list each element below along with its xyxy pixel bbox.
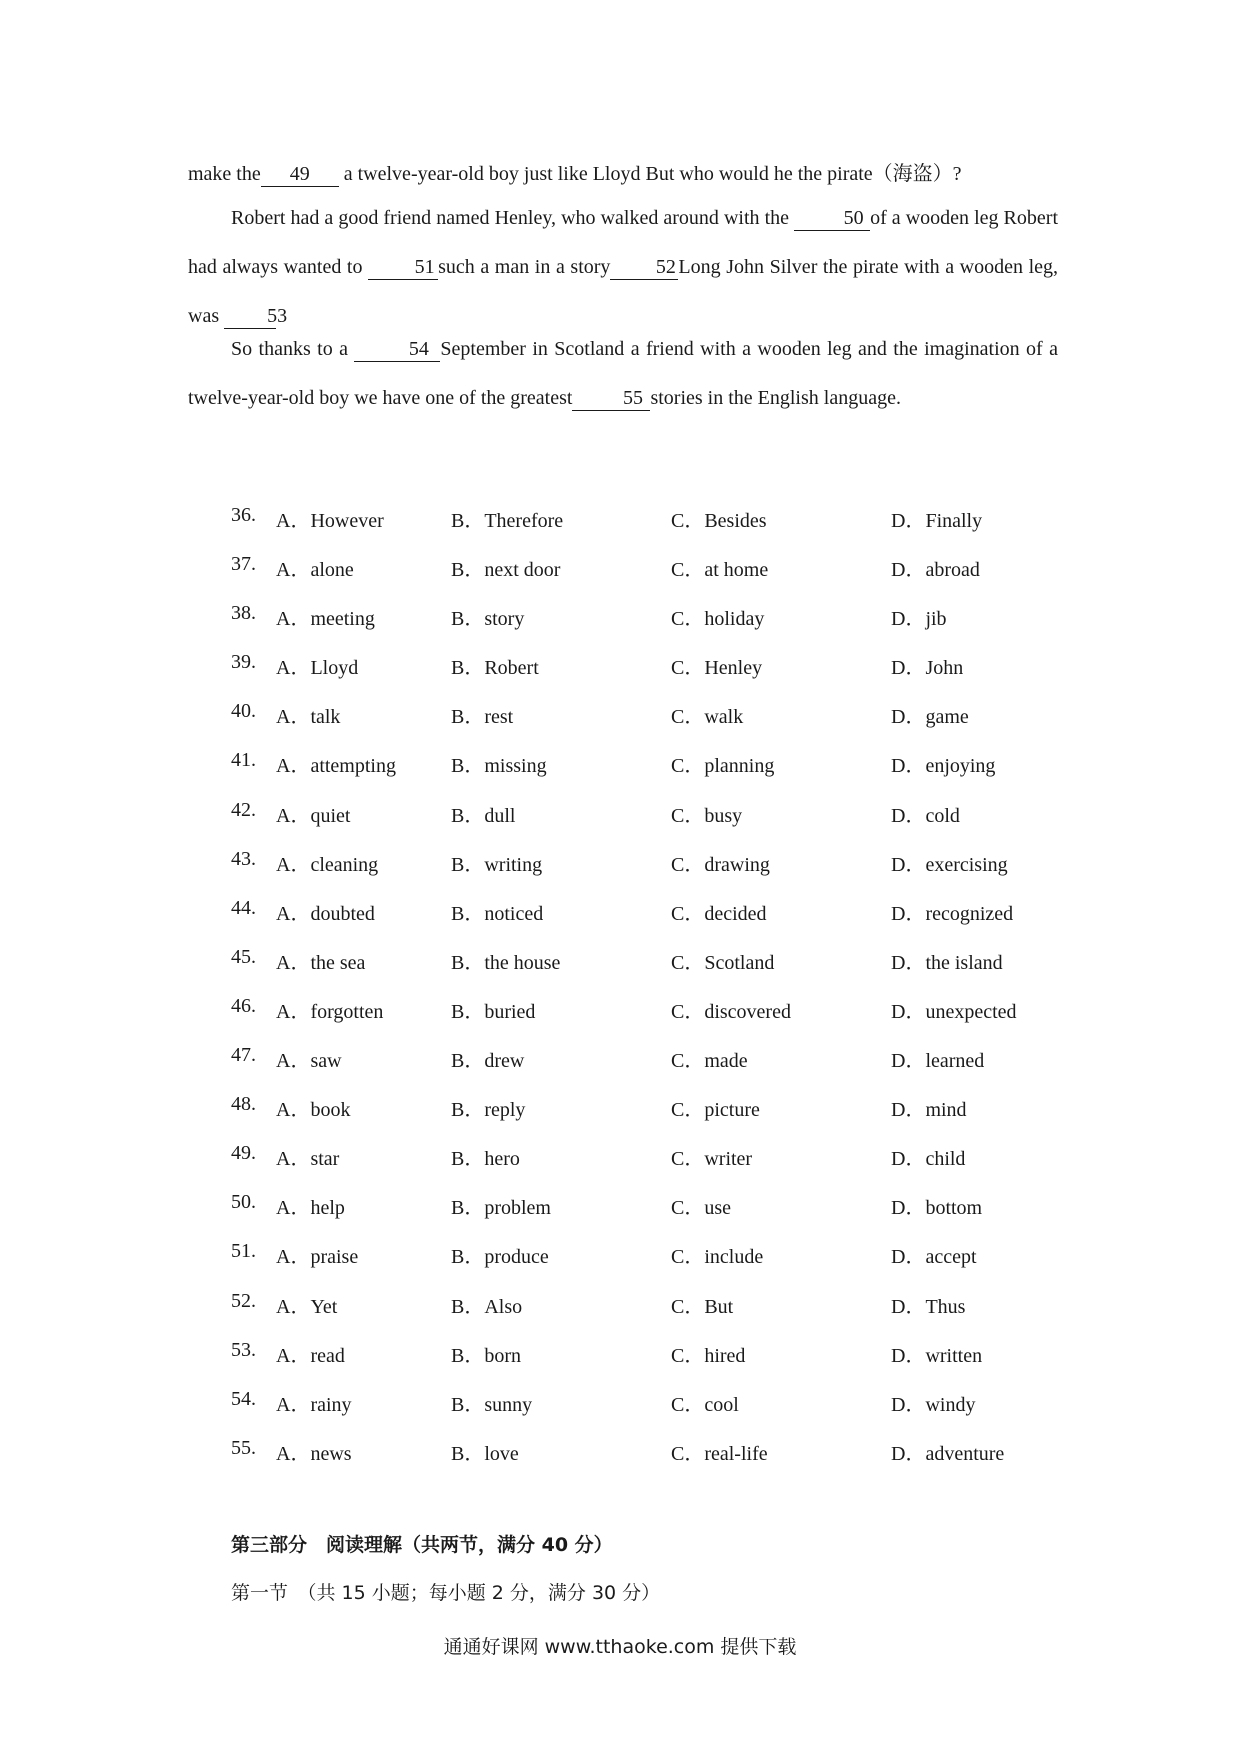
passage-paragraph-3 — [188, 325, 1058, 423]
option-c: C．cool — [671, 1393, 739, 1416]
question-row — [231, 1132, 1061, 1181]
option-b: B．hero — [451, 1148, 520, 1171]
option-c: C．writer — [671, 1148, 753, 1171]
option-b: B．love — [451, 1442, 519, 1465]
question-number: 44. — [231, 896, 256, 919]
option-d: D．the island — [891, 951, 1003, 974]
passage-text: such a man in a story — [438, 256, 611, 279]
question-row — [231, 1280, 1061, 1329]
question-number: 37. — [231, 553, 256, 576]
question-number: 39. — [231, 651, 256, 674]
option-a: A．cleaning — [276, 853, 379, 876]
option-b: B．noticed — [451, 902, 544, 925]
option-d: D．written — [891, 1344, 983, 1367]
section-subtitle: 第一节 （共 15 小题；每小题 2 分，满分 30 分） — [231, 1582, 661, 1604]
option-c: C．hired — [671, 1344, 746, 1367]
option-a: A．However — [276, 510, 384, 532]
option-b: B．Therefore — [451, 510, 564, 532]
question-number: 54. — [231, 1387, 256, 1410]
question-number: 42. — [231, 798, 256, 821]
option-d: D．jib — [891, 608, 947, 631]
question-number: 38. — [231, 602, 256, 625]
question-number: 52. — [231, 1289, 256, 1312]
passage-text: September in Scotland a friend with a wooden leg and the imagination of a twelve-year-old boy we have one of the greatest — [188, 338, 1058, 410]
option-d: D．recognized — [891, 902, 1014, 925]
option-a: A．talk — [276, 706, 341, 729]
question-row — [231, 887, 1061, 936]
option-a: A．news — [276, 1442, 352, 1465]
option-d: D．accept — [891, 1246, 977, 1269]
option-d: D．exercising — [891, 853, 1008, 876]
blank-49: 49 — [261, 162, 339, 187]
section-title: 第三部分 阅读理解（共两节，满分 40 分） — [231, 1534, 613, 1556]
option-c: C．real-life — [671, 1442, 768, 1465]
option-a: A．quiet — [276, 804, 351, 827]
question-row — [231, 739, 1061, 788]
option-a: A．praise — [276, 1246, 359, 1269]
option-b: B．missing — [451, 755, 547, 778]
blank-55: 55 — [572, 386, 650, 411]
option-b: B．problem — [451, 1197, 551, 1220]
question-number: 43. — [231, 847, 256, 870]
passage-line-1 — [188, 150, 1058, 199]
option-d: D．Finally — [891, 510, 983, 532]
question-number: 36. — [231, 504, 256, 526]
option-c: C．busy — [671, 804, 743, 827]
option-b: B．Also — [451, 1295, 523, 1318]
question-row — [231, 1329, 1061, 1378]
question-row — [231, 985, 1061, 1034]
question-row — [231, 690, 1061, 739]
option-d: D．bottom — [891, 1197, 983, 1220]
blank-50: 50 — [794, 206, 870, 231]
option-b: B．Robert — [451, 657, 539, 680]
option-d: D．mind — [891, 1099, 967, 1122]
question-number: 47. — [231, 1044, 256, 1067]
option-c: C．walk — [671, 706, 744, 729]
question-row — [231, 641, 1061, 690]
option-c: C．Besides — [671, 510, 767, 532]
option-d: D．unexpected — [891, 1000, 1017, 1023]
blank-51: 51 — [368, 255, 438, 280]
option-d: D．cold — [891, 804, 960, 827]
option-a: A．meeting — [276, 608, 375, 631]
option-b: B．rest — [451, 706, 514, 729]
question-row — [231, 1378, 1061, 1427]
option-c: C．But — [671, 1295, 734, 1318]
question-number: 46. — [231, 994, 256, 1017]
option-a: A．the sea — [276, 951, 366, 974]
option-c: C．include — [671, 1246, 764, 1269]
option-b: B．born — [451, 1344, 521, 1367]
option-b: B．drew — [451, 1050, 525, 1073]
option-a: A．forgotten — [276, 1000, 384, 1023]
question-row — [231, 1427, 1061, 1476]
option-d: D．windy — [891, 1393, 976, 1416]
option-c: C．holiday — [671, 608, 765, 631]
option-c: C．decided — [671, 902, 767, 925]
option-b: B．dull — [451, 804, 516, 827]
option-c: C．at home — [671, 559, 769, 582]
option-c: C．made — [671, 1050, 748, 1073]
question-number: 48. — [231, 1093, 256, 1116]
option-d: D．adventure — [891, 1442, 1005, 1465]
option-a: A．read — [276, 1344, 345, 1367]
question-number: 51. — [231, 1240, 256, 1263]
question-number: 49. — [231, 1142, 256, 1165]
option-c: C．picture — [671, 1099, 760, 1122]
option-b: B．sunny — [451, 1393, 533, 1416]
option-a: A．rainy — [276, 1393, 352, 1416]
option-d: D．enjoying — [891, 755, 996, 778]
question-number: 50. — [231, 1191, 256, 1214]
option-a: A．book — [276, 1099, 351, 1122]
blank-52: 52 — [610, 255, 678, 280]
question-row — [231, 1230, 1061, 1279]
question-row — [231, 543, 1061, 592]
option-b: B．produce — [451, 1246, 549, 1269]
option-d: D．child — [891, 1148, 966, 1171]
option-b: B．writing — [451, 853, 543, 876]
passage-text: stories in the English language. — [650, 387, 901, 410]
option-d: D．abroad — [891, 559, 980, 582]
question-number: 41. — [231, 749, 256, 772]
question-number: 45. — [231, 945, 256, 968]
passage-text: make the — [188, 163, 261, 185]
question-number: 53. — [231, 1338, 256, 1361]
passage-paragraph-2 — [188, 194, 1058, 342]
blank-53: 53 — [224, 304, 276, 329]
option-b: B．buried — [451, 1000, 536, 1023]
option-c: C．planning — [671, 755, 775, 778]
passage-text: So thanks to a — [231, 338, 355, 360]
passage-text: Robert had a good friend named Henley, who walked around with the — [231, 207, 795, 229]
question-row — [231, 838, 1061, 887]
question-row — [231, 592, 1061, 641]
option-d: D．learned — [891, 1050, 985, 1073]
passage-text: of a wooden leg Robert had always wanted to — [188, 207, 1058, 279]
passage-text: a twelve-year-old boy just like Lloyd But who would he the pirate（海盗）? — [338, 163, 962, 185]
option-d: D．Thus — [891, 1295, 966, 1318]
option-c: C．drawing — [671, 853, 770, 876]
option-a: A．saw — [276, 1050, 342, 1073]
page-footer: 通通好课网 www.tthaoke.com 提供下载 — [443, 1636, 797, 1658]
option-c: C．Scotland — [671, 951, 775, 974]
option-a: A．star — [276, 1148, 340, 1171]
question-row — [231, 936, 1061, 985]
option-b: B．reply — [451, 1099, 526, 1122]
question-row — [231, 494, 1061, 543]
question-row — [231, 1083, 1061, 1132]
option-a: A．Yet — [276, 1295, 338, 1318]
option-c: C．use — [671, 1197, 731, 1220]
question-number: 40. — [231, 700, 256, 723]
question-row — [231, 1181, 1061, 1230]
option-b: B．the house — [451, 951, 561, 974]
option-a: A．alone — [276, 559, 354, 582]
question-number: 55. — [231, 1436, 256, 1459]
option-b: B．next door — [451, 559, 561, 582]
option-c: C．Henley — [671, 657, 763, 680]
option-c: C．discovered — [671, 1000, 791, 1023]
option-a: A．doubted — [276, 902, 375, 925]
option-d: D．game — [891, 706, 969, 729]
option-a: A．Lloyd — [276, 657, 359, 680]
option-a: A．help — [276, 1197, 345, 1220]
answer-options — [231, 494, 1061, 1476]
question-row — [231, 1034, 1061, 1083]
question-row — [231, 789, 1061, 838]
blank-54: 54 — [354, 337, 440, 362]
passage-text: Long John Silver the pirate with a wooden leg, was — [188, 256, 1059, 328]
option-b: B．story — [451, 608, 525, 631]
option-d: D．John — [891, 657, 964, 680]
option-a: A．attempting — [276, 755, 396, 778]
